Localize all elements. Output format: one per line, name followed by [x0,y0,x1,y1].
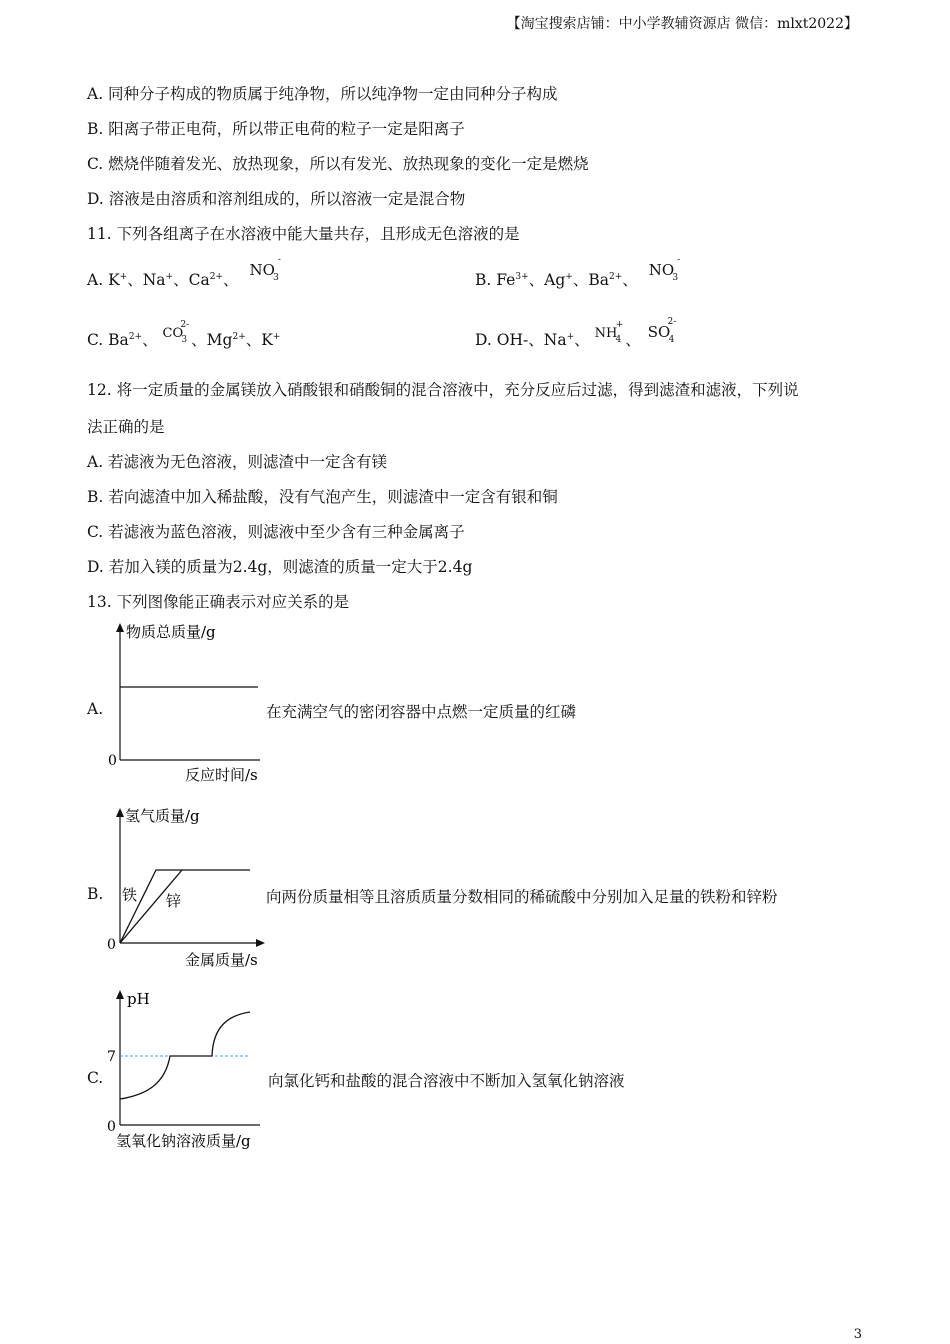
q10-option-d: D. 溶液是由溶质和溶剂组成的，所以溶液一定是混合物 [87,190,466,208]
q13-option-b-label: B. [87,885,104,903]
q10-option-b: B. 阳离子带正电荷，所以带正电荷的粒子一定是阳离子 [87,120,465,138]
q10-option-c: C. 燃烧伴随着发光、放热现象，所以有发光、放热现象的变化一定是燃烧 [87,155,589,173]
q13-option-b-desc: 向两份质量相等且溶质质量分数相同的稀硫酸中分别加入足量的铁粉和锌粉 [266,888,778,906]
q11-option-b: B. $Fe^{3+}$、Ag+、$Ba^{2+}$、 NO - 3 [475,255,681,289]
tick-7-label: 7 [107,1049,116,1065]
page-number: 3 [853,1327,862,1342]
q11-option-c: C. $Ba^{2+}$、 CO 2- 3 、$Mg^{2+}$、K+ [87,320,281,349]
q13-graph-a [100,620,280,790]
x-axis-label: 反应时间/s [185,766,258,784]
q11-stem: 11. 下列各组离子在水溶液中能大量共存，且形成无色溶液的是 [87,225,520,243]
y-axis-arrow [116,623,124,632]
q12-option-b: B. 若向滤渣中加入稀盐酸，没有气泡产生，则滤渣中一定含有银和铜 [87,488,558,506]
y-axis-label: 物质总质量/g [126,623,216,641]
q13-stem: 13. 下列图像能正确表示对应关系的是 [87,593,350,611]
q11-option-d: D. OH-、Na+、 NH + 4 、 SO 2- 4 [475,317,677,349]
q11-option-a: A. K+、Na+、$Ca^{2+}$、 NO - 3 [87,255,281,289]
x-axis-arrow [256,939,265,947]
origin-label: 0 [108,753,117,769]
y-axis-arrow [116,808,124,817]
q13-option-c-desc: 向氯化钙和盐酸的混合溶液中不断加入氢氧化钠溶液 [268,1072,625,1090]
origin-label: 0 [107,1119,116,1135]
y-axis-label: 氢气质量/g [125,807,200,825]
q13-graph-c [100,985,290,1155]
iron-line [120,870,250,943]
q12-option-c: C. 若滤液为蓝色溶液，则滤液中至少含有三种金属离子 [87,523,465,541]
q12-option-a: A. 若滤液为无色溶液，则滤渣中一定含有镁 [87,453,388,471]
origin-label: 0 [107,937,116,953]
q12-stem-line2: 法正确的是 [87,418,165,436]
q13-option-c-label: C. [87,1069,104,1087]
x-axis-label: 金属质量/s [185,951,258,969]
q13-option-a-label: A. [87,700,104,718]
x-axis-label: 氢氧化钠溶液质量/g [116,1132,251,1150]
q13-graph-b [100,803,280,975]
q10-option-a: A. 同种分子构成的物质属于纯净物，所以纯净物一定由同种分子构成 [87,85,558,103]
q13-option-a-desc: 在充满空气的密闭容器中点燃一定质量的红磷 [266,703,577,721]
iron-label: 铁 [122,886,138,904]
y-axis-arrow [116,990,124,999]
q12-option-d: D. 若加入镁的质量为2.4g，则滤渣的质量一定大于2.4g [87,558,473,576]
q12-stem-line1: 12. 将一定质量的金属镁放入硝酸银和硝酸铜的混合溶液中，充分反应后过滤，得到滤渣和滤液，下列说 [87,381,799,399]
zinc-label: 锌 [166,892,182,910]
page-header: 【淘宝搜索店铺：中小学教辅资源店 微信：mlxt2022】 [506,16,858,32]
y-axis-label: pH [127,990,150,1008]
